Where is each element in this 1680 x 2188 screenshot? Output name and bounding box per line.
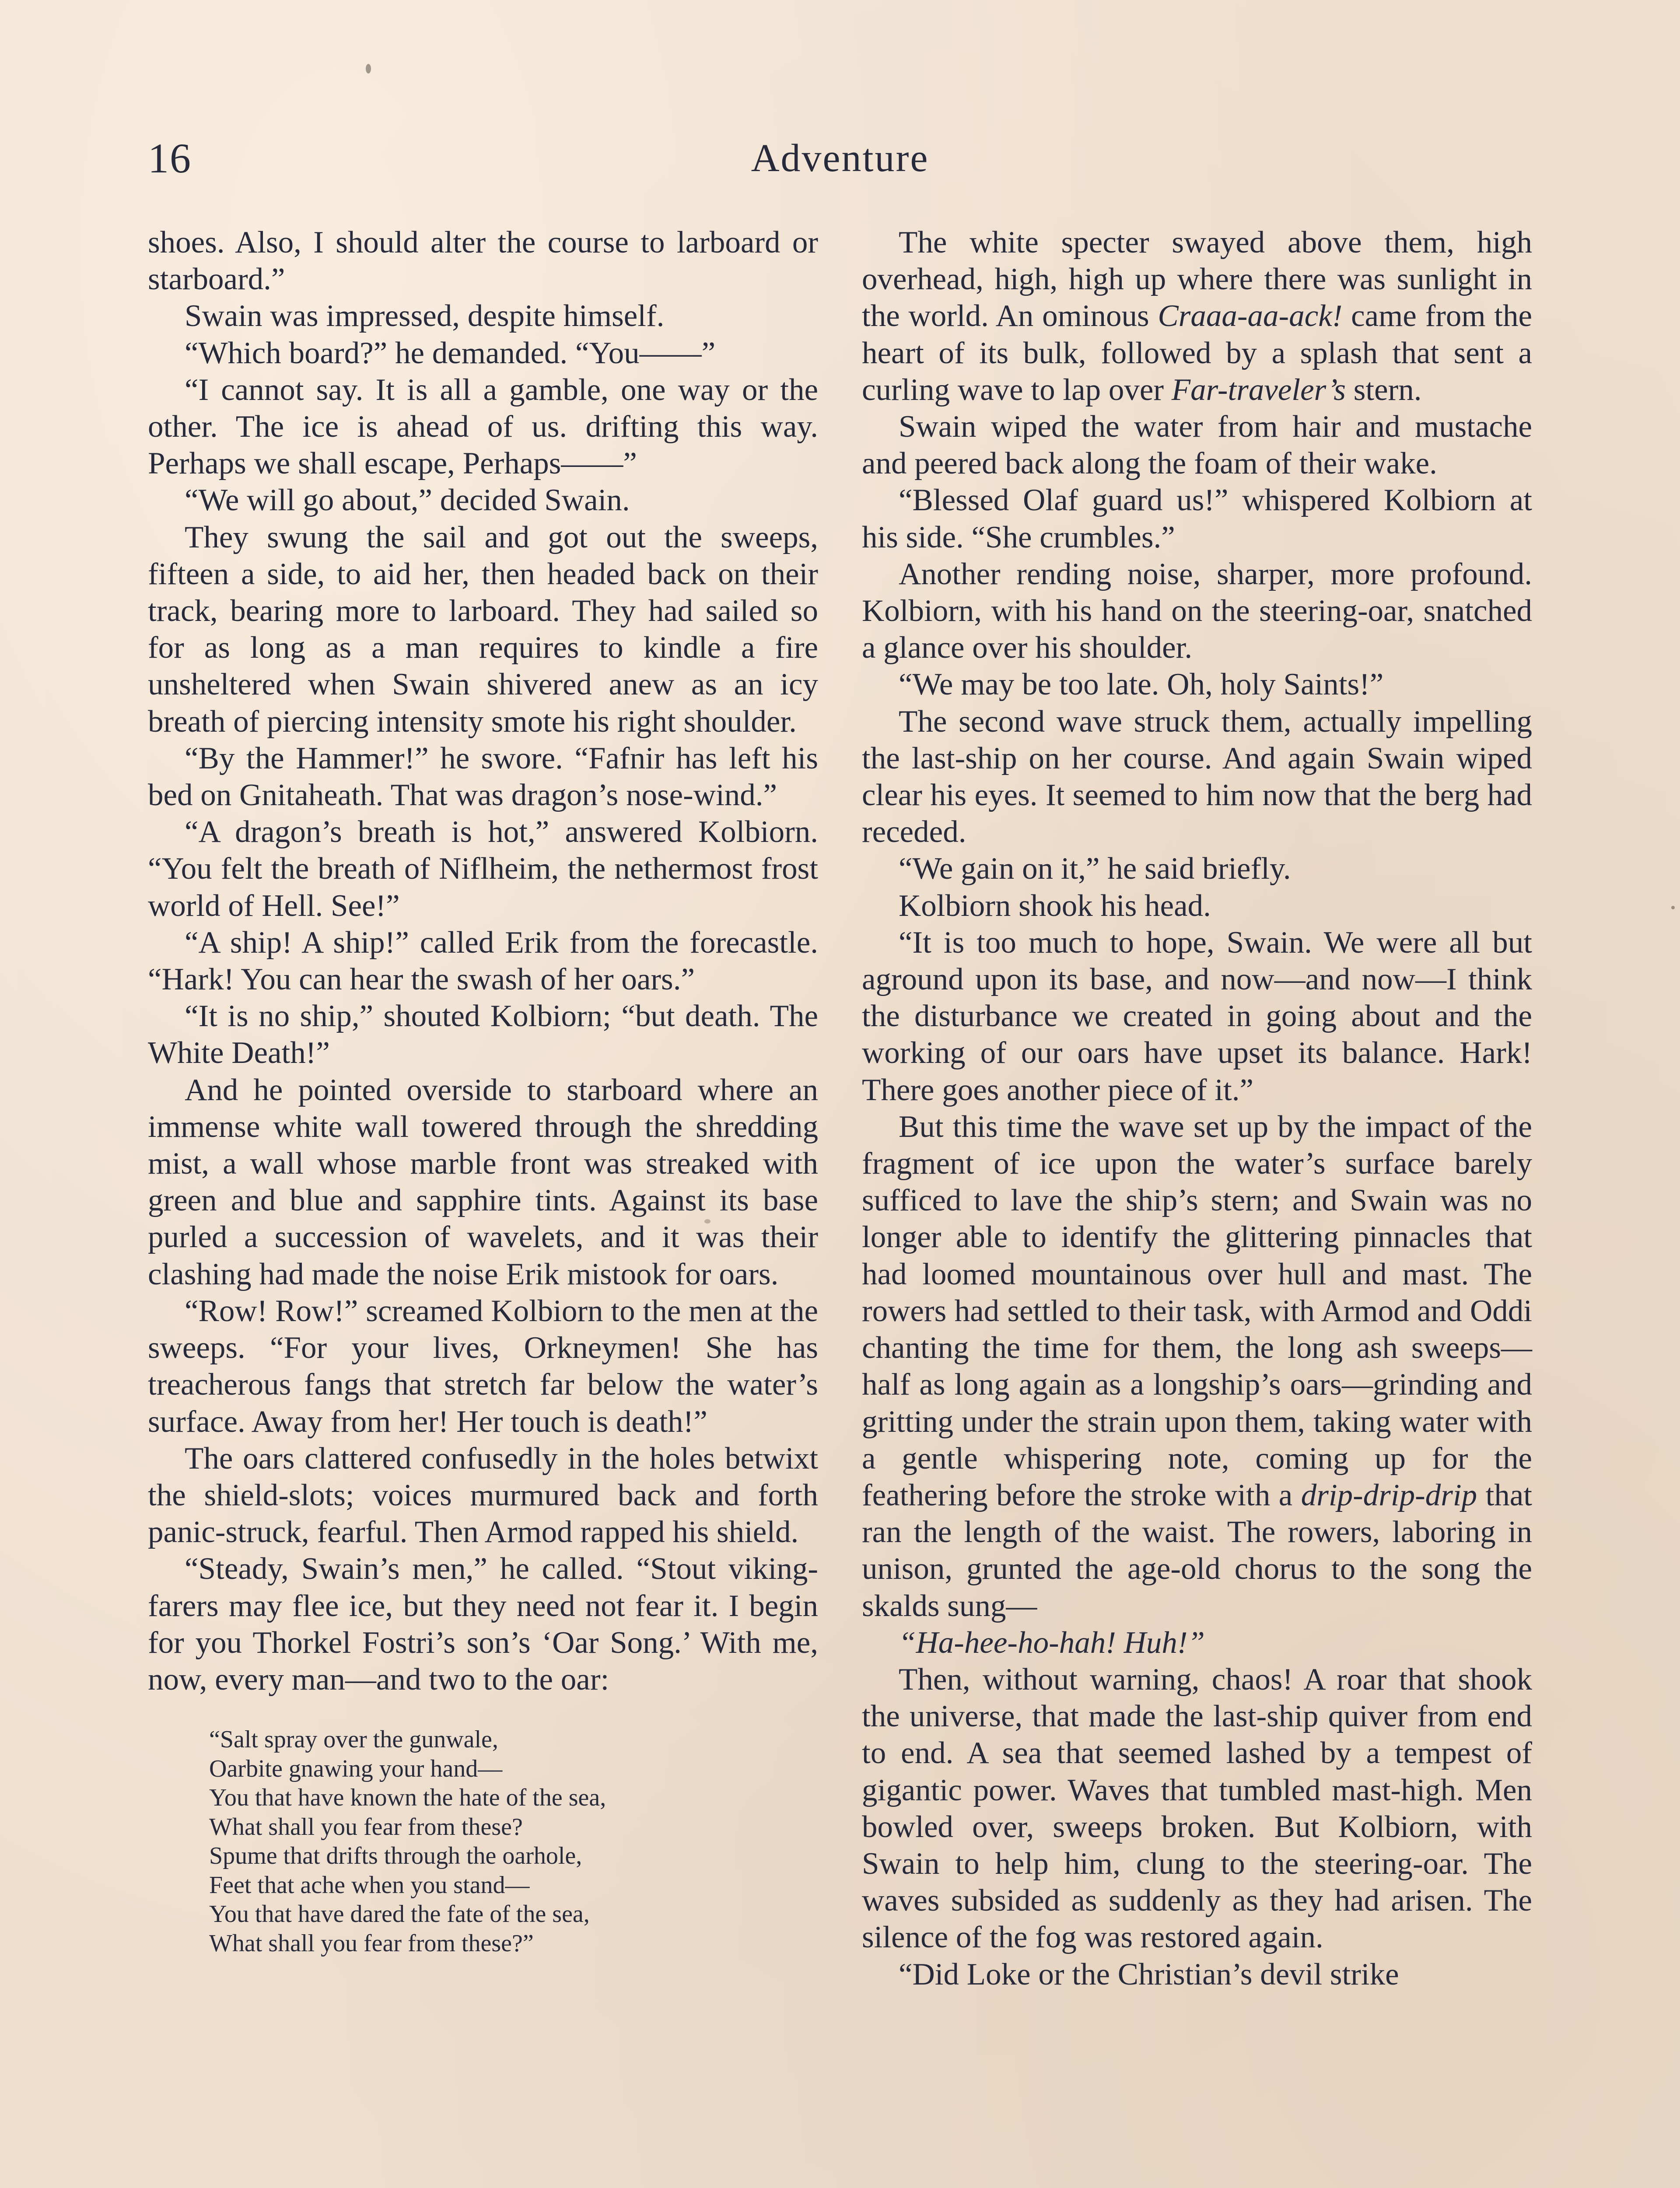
poem-line: What shall you fear from these?” <box>209 1929 534 1957</box>
chorus-text: “Ha-hee-ho-hah! Huh!” <box>899 1625 1205 1660</box>
paragraph: “We will go about,” decided Swain. <box>185 483 630 518</box>
paragraph: “We gain on it,” he said briefly. <box>899 852 1291 886</box>
poem-line: Oarbite gnawing your hand— <box>209 1755 503 1782</box>
left-column <box>148 224 818 1958</box>
paragraph: “I cannot say. It is all a gamble, one way or the other. The ice is ahead of us. drifting this way. Perhaps we shall escape, Perhaps——” <box>148 372 818 481</box>
paragraph: Then, without warning, chaos! A roar that shook the universe, that made the last-ship quiver from end to end. A sea that seemed lashed by a tempest of gigantic power. Waves that tumbled mast-high. Men bowled over, sweeps broken. But Kolbiorn, with Swain to help him, clung to the steering-oar. The waves subsided as suddenly as they had arisen. The silence of the fog was restored again. <box>862 1662 1532 1955</box>
paragraph: “A dragon’s breath is hot,” answered Kolbiorn. “You felt the breath of Niflheim, the nethermost frost world of Hell. See!” <box>148 815 818 923</box>
text-run: that ran the length of the waist. The rowers, laboring in unison, grunted the age-old chorus to the song the skalds sung— <box>862 1478 1533 1623</box>
paper-speck <box>366 64 371 74</box>
poem-line: “Salt spray over the gunwale, <box>209 1726 498 1753</box>
poem-line: You that have dared the fate of the sea, <box>209 1900 590 1928</box>
paragraph: Swain wiped the water from hair and mustache and peered back along the foam of their wake. <box>862 410 1532 481</box>
sound-effect: Craaa-aa-ack! <box>1158 299 1343 333</box>
paragraph: Swain was impressed, despite himself. <box>185 299 665 333</box>
paragraph: “We may be too late. Oh, holy Saints!” <box>899 667 1384 702</box>
poem-line: You that have known the hate of the sea, <box>209 1784 606 1812</box>
page-number: 16 <box>148 135 192 182</box>
text-run: The white specter swayed above them, high overhead, high, high up where there was sunlight in the world. An ominous <box>862 225 1532 333</box>
paragraph: The oars clattered confusedly in the holes betwixt the shield-slots; voices murmured back and forth panic-struck, fearful. Then Armod rapped his shield. <box>148 1441 818 1550</box>
poem-line: Spume that drifts through the oarhole, <box>209 1842 582 1870</box>
paragraph <box>862 224 1532 408</box>
paper-speck <box>704 1219 710 1224</box>
sound-effect: drip-drip-drip <box>1301 1478 1477 1512</box>
running-title: Adventure <box>751 137 929 180</box>
paragraph: They swung the sail and got out the sweeps, fifteen a side, to aid her, then headed back on their track, bearing more to larboard. They had sailed so for as long as a man requires to kindle a fire unsheltered when Swain shivered anew as an icy breath of piercing intensity smote his right shoulder. <box>148 520 818 739</box>
text-run: But this time the wave set up by the impact of the fragment of ice upon the water’s surface barely sufficed to lave the ship’s stern; and Swain was no longer able to identify the glittering pinnacles that had loomed mountainous over hull and mast. The rowers had settled to their task, with Armod and Oddi chanting the time for them, the long ash sweeps—half as long again as a longship’s oars—grinding and gritting under the strain upon them, taking water with a gentle whispering note, coming up for the feathering before the stroke with a <box>862 1109 1532 1512</box>
paragraph: “It is no ship,” shouted Kolbiorn; “but death. The White Death!” <box>148 999 818 1070</box>
paragraph: Kolbiorn shook his head. <box>899 888 1211 923</box>
paragraph: “By the Hammer!” he swore. “Fafnir has left his bed on Gnitaheath. That was dragon’s nose-wind.” <box>148 741 818 813</box>
paragraph: “Row! Row!” screamed Kolbiorn to the men at the sweeps. “For your lives, Orkneymen! She has treacherous fangs that stretch far below the water’s surface. Away from her! Her touch is death!” <box>148 1294 818 1439</box>
paragraph: “Which board?” he demanded. “You——” <box>185 336 716 370</box>
paragraph: “Blessed Olaf guard us!” whispered Kolbiorn at his side. “She crumbles.” <box>862 483 1532 554</box>
oar-song-poem <box>209 1725 818 1958</box>
paper-speck <box>1671 906 1675 909</box>
poem-line: Feet that ache when you stand— <box>209 1871 530 1899</box>
ship-name: Far-traveler’s <box>1171 372 1346 407</box>
page-header <box>148 128 1532 189</box>
paragraph: And he pointed overside to starboard where an immense white wall towered through the shredding mist, a wall whose marble front was streaked with green and blue and sapphire tints. Against its base purled a succession of wavelets, and it was their clashing had made the noise Erik mistook for oars. <box>148 1073 818 1291</box>
right-column <box>862 224 1532 1993</box>
paragraph: shoes. Also, I should alter the course to larboard or starboard.” <box>148 225 818 297</box>
poem-line: What shall you fear from these? <box>209 1813 523 1841</box>
paragraph: “A ship! A ship!” called Erik from the forecastle. “Hark! You can hear the swash of her oars.” <box>148 925 818 997</box>
paragraph: “Did Loke or the Christian’s devil strike <box>899 1957 1399 1992</box>
paragraph: “Steady, Swain’s men,” he called. “Stout viking-farers may flee ice, but they need not fear it. I begin for you Thorkel Fostri’s son’s ‘Oar Song.’ With me, now, every man—and two to the oar: <box>148 1552 818 1697</box>
paragraph: “It is too much to hope, Swain. We were all but aground upon its base, and now—and now—I think the disturbance we created in going about and the working of our oars have upset its balance. Hark! There goes another piece of it.” <box>862 925 1532 1107</box>
paragraph: Another rending noise, sharper, more profound. Kolbiorn, with his hand on the steering-oar, snatched a glance over his shoulder. <box>862 557 1532 665</box>
paragraph: The second wave struck them, actually impelling the last-ship on her course. And again Swain wiped clear his eyes. It seemed to him now that the berg had receded. <box>862 704 1532 849</box>
paragraph <box>862 1108 1532 1624</box>
text-run: stern. <box>1353 372 1422 407</box>
chorus-line <box>862 1624 1532 1661</box>
text-run: came from the heart of its bulk, followed by a splash that sent a curling wave to lap over <box>862 299 1533 407</box>
